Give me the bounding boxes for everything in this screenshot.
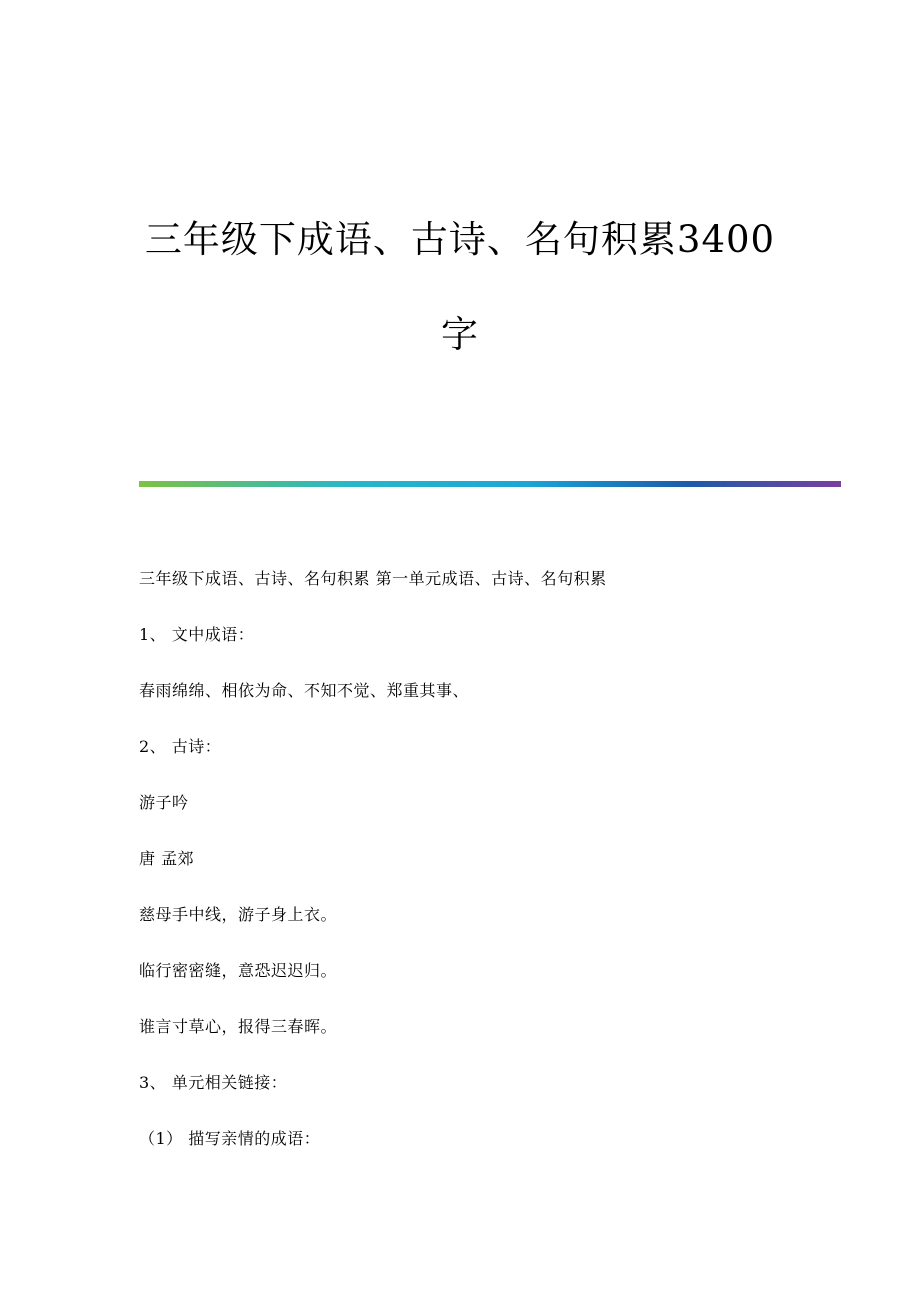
- idiom-list: 春雨绵绵、相依为命、不知不觉、郑重其事、: [139, 681, 470, 700]
- intro-line: 三年级下成语、古诗、名句积累 第一单元成语、古诗、名句积累: [139, 569, 607, 588]
- poem-title: 游子吟: [139, 793, 189, 812]
- poem-line-2: 临行密密缝，意恐迟迟归。: [139, 961, 338, 980]
- gradient-divider: [139, 481, 841, 487]
- poem-author: 唐 孟郊: [139, 849, 195, 868]
- poem-line-3: 谁言寸草心，报得三春晖。: [139, 1017, 338, 1036]
- section-heading-2: 2、 古诗：: [139, 737, 222, 756]
- subsection-heading-1: （1） 描写亲情的成语：: [139, 1129, 321, 1148]
- document-title-line-2: 字: [441, 313, 479, 356]
- poem-line-1: 慈母手中线，游子身上衣。: [139, 905, 338, 924]
- section-heading-1: 1、 文中成语：: [139, 625, 255, 644]
- document-title-line-1: 三年级下成语、古诗、名句积累3400: [144, 218, 776, 261]
- section-heading-3: 3、 单元相关链接：: [139, 1073, 288, 1092]
